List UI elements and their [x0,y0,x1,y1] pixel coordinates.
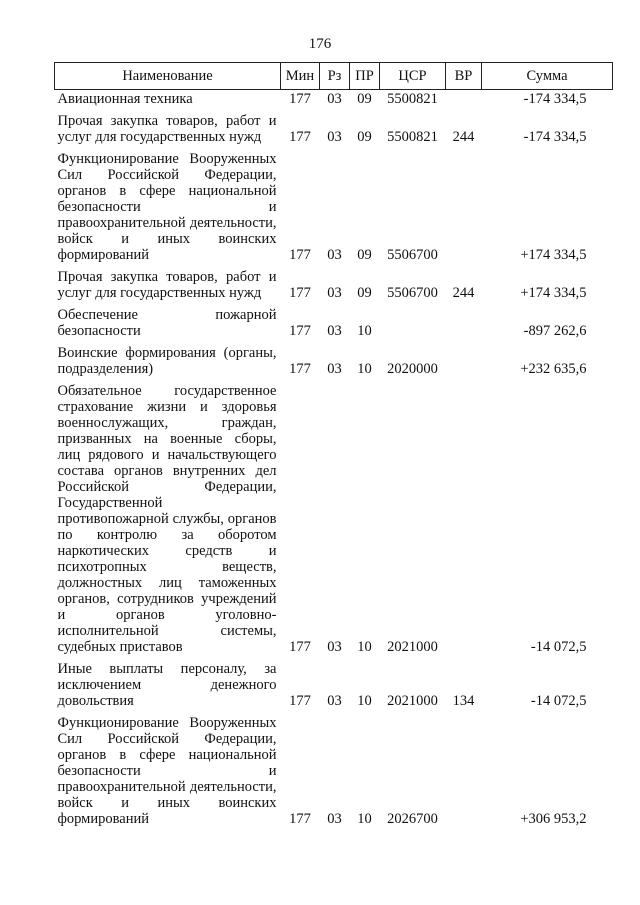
row-min: 177 [289,247,311,263]
row-min: 177 [289,285,311,301]
row-min: 177 [289,323,311,339]
header-name: Наименование [55,63,281,90]
header-sum: Сумма [482,63,613,90]
row-pr: 10 [357,361,372,377]
row-name: Авиационная техника [57,91,193,107]
row-name: Прочая закупка товаров, работ и услуг для государственных нужд [57,269,277,301]
row-vr [446,90,482,114]
row-csr: 5506700 [387,247,438,263]
row-sum: -897 262,6 [523,323,587,339]
row-sum: -174 334,5 [523,91,587,107]
header-vr: ВР [446,63,482,90]
page-number: 176 [308,36,332,52]
row-vr [446,151,482,269]
row-name: Воинские формирования (органы, подразделения) [57,345,277,377]
row-rz: 03 [327,811,342,827]
row-pr: 09 [357,129,372,145]
row-vr [446,307,482,345]
row-vr [446,345,482,383]
row-csr: 2020000 [387,361,438,377]
row-sum: -14 072,5 [530,639,587,655]
row-vr [446,383,482,661]
table-row [55,151,613,269]
row-csr: 5500821 [387,129,438,145]
row-pr: 09 [357,247,372,263]
header-rz: Рз [320,63,350,90]
row-vr: 244 [452,129,475,145]
row-name: Функционирование Вооруженных Сил Российской Федерации, органов в сфере национальной безопасности и правоохранительной деятельности, войск и иных воинских формирований [57,715,277,827]
table-row [55,661,613,715]
row-csr: 2021000 [387,693,438,709]
row-csr [380,307,446,345]
row-pr: 10 [357,323,372,339]
header-csr: ЦСР [380,63,446,90]
row-vr [446,715,482,833]
budget-table [54,62,613,833]
row-min: 177 [289,811,311,827]
row-sum: +174 334,5 [520,285,587,301]
table-row [55,345,613,383]
row-pr: 09 [357,91,372,107]
row-rz: 03 [327,323,342,339]
header-pr: ПР [350,63,380,90]
row-pr: 10 [357,639,372,655]
row-rz: 03 [327,693,342,709]
row-sum: +174 334,5 [520,247,587,263]
row-name: Обязательное государственное страхование жизни и здоровья военнослужащих, граждан, призванных на военные сборы, лиц рядового и начальствующего состава органов внутренних дел Российской Федерации, Государственной противопожарной службы, органов по контролю за оборотом наркотических средств и психотропных веществ, должностных лиц таможенных органов, сотрудников учреждений и органов уголовно-исполнительной системы, судебных приставов [57,383,277,655]
table-row [55,383,613,661]
table-row [55,113,613,151]
row-pr: 09 [357,285,372,301]
row-csr: 2026700 [387,811,438,827]
row-sum: -174 334,5 [523,129,587,145]
row-min: 177 [289,129,311,145]
row-rz: 03 [327,639,342,655]
row-sum: +232 635,6 [520,361,587,377]
row-min: 177 [289,639,311,655]
row-sum: -14 072,5 [530,693,587,709]
row-pr: 10 [357,693,372,709]
row-rz: 03 [327,91,342,107]
row-min: 177 [289,91,311,107]
row-sum: +306 953,2 [520,811,587,827]
table-row [55,307,613,345]
header-min: Мин [281,63,320,90]
table-row [55,269,613,307]
row-name: Обеспечение пожарной безопасности [57,307,277,339]
row-csr: 5506700 [387,285,438,301]
table-header-row [55,63,613,90]
row-name: Иные выплаты персоналу, за исключением денежного довольствия [57,661,277,709]
row-min: 177 [289,693,311,709]
row-csr: 2021000 [387,639,438,655]
row-pr: 10 [357,811,372,827]
row-vr: 134 [452,693,475,709]
row-min: 177 [289,361,311,377]
row-csr: 5500821 [387,91,438,107]
table-row [55,715,613,833]
row-rz: 03 [327,285,342,301]
table-row [55,90,613,114]
row-name: Функционирование Вооруженных Сил Российской Федерации, органов в сфере национальной безопасности и правоохранительной деятельности, войск и иных воинских формирований [57,151,277,263]
row-name: Прочая закупка товаров, работ и услуг для государственных нужд [57,113,277,145]
row-rz: 03 [327,129,342,145]
row-vr: 244 [452,285,475,301]
row-rz: 03 [327,247,342,263]
row-rz: 03 [327,361,342,377]
